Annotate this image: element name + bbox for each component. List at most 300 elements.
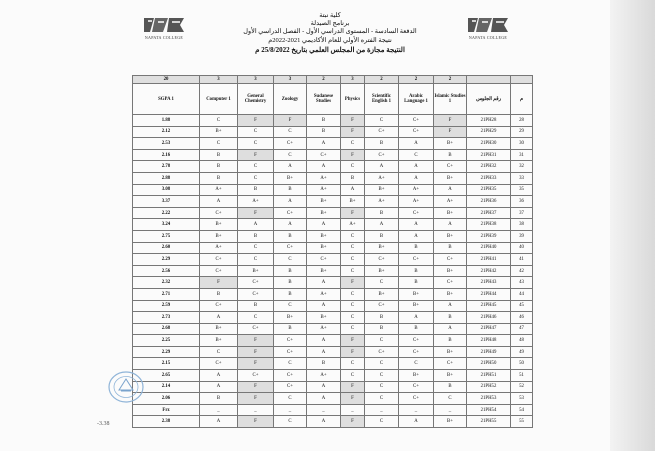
grade-cell: C — [200, 115, 238, 127]
sgpa-cell: 2.78 — [133, 161, 200, 173]
grade-cell: C+ — [399, 254, 434, 266]
grade-cell: _ — [200, 404, 238, 416]
grade-cell: A+ — [399, 196, 434, 208]
grade-cell: B+ — [200, 323, 238, 335]
sgpa-cell: 2.71 — [133, 288, 200, 300]
grade-cell: C — [341, 370, 365, 382]
grade-cell: A — [307, 219, 341, 231]
grade-cell: C — [365, 358, 399, 370]
seat-number-cell: 21PH45 — [467, 300, 511, 312]
credit-hours-cell: 3 — [274, 76, 307, 84]
table-row — [133, 126, 533, 138]
grade-cell: A — [399, 161, 434, 173]
seat-number-cell: 21PH40 — [467, 242, 511, 254]
grade-cell: C+ — [365, 149, 399, 161]
grade-cell: C — [399, 149, 434, 161]
grade-cell: C+ — [399, 335, 434, 347]
grade-cell: B — [399, 277, 434, 289]
table-row — [133, 149, 533, 161]
grade-cell: B+ — [365, 184, 399, 196]
grade-cell: A — [434, 219, 467, 231]
grade-cell: C+ — [238, 370, 274, 382]
serial-cell: 36 — [511, 196, 533, 208]
grade-cell: C — [341, 242, 365, 254]
serial-cell: 52 — [511, 381, 533, 393]
table-row — [133, 196, 533, 208]
table-row — [133, 207, 533, 219]
credit-hours-cell: 3 — [341, 76, 365, 84]
sgpa-cell: 2.59 — [133, 300, 200, 312]
sgpa-cell: 2.25 — [133, 335, 200, 347]
credit-hours-row — [133, 76, 533, 84]
grade-cell: C — [341, 312, 365, 324]
grade-cell: A — [307, 277, 341, 289]
credit-hours-cell: 2 — [365, 76, 399, 84]
grade-cell: A+ — [307, 184, 341, 196]
serial-cell: 31 — [511, 149, 533, 161]
column-header: Scientific English 1 — [365, 84, 399, 115]
napata-logo-icon — [466, 16, 510, 34]
serial-cell: 40 — [511, 242, 533, 254]
column-header: General Chemistry — [238, 84, 274, 115]
sgpa-cell: 2.68 — [133, 323, 200, 335]
grade-cell: A+ — [399, 184, 434, 196]
column-header: Islamic Studies 1 — [434, 84, 467, 115]
grade-cell: B — [274, 323, 307, 335]
grade-cell: C+ — [434, 277, 467, 289]
grade-cell: C — [341, 288, 365, 300]
grade-cell: C — [341, 358, 365, 370]
grade-cell: C+ — [274, 138, 307, 150]
sgpa-cell: 2.53 — [133, 138, 200, 150]
logo-caption: NAPATA COLLEGE — [468, 35, 508, 40]
grade-cell: C — [238, 172, 274, 184]
grade-cell: A+ — [307, 323, 341, 335]
grade-cell: C+ — [274, 381, 307, 393]
document-header — [230, 12, 430, 54]
seat-number-cell: 21PH51 — [467, 370, 511, 382]
table-row — [133, 370, 533, 382]
grade-cell: C — [238, 312, 274, 324]
grade-cell: C+ — [274, 370, 307, 382]
column-header: م — [511, 84, 533, 115]
serial-cell: 32 — [511, 161, 533, 173]
approval-line: النتيجة مجازة من المجلس العلمي بتاريخ 25/8/2022 م — [255, 45, 405, 54]
table-row — [133, 242, 533, 254]
signature-mark: -3.38 — [97, 421, 110, 427]
table-row — [133, 300, 533, 312]
grade-cell: C+ — [238, 288, 274, 300]
serial-cell: 54 — [511, 404, 533, 416]
grade-cell: C — [238, 242, 274, 254]
serial-cell: 43 — [511, 277, 533, 289]
grade-cell: F — [341, 393, 365, 405]
table-row — [133, 265, 533, 277]
grade-cell: B — [399, 265, 434, 277]
seat-number-cell: 21PH35 — [467, 184, 511, 196]
table-row — [133, 172, 533, 184]
grade-cell: B+ — [399, 300, 434, 312]
sgpa-cell: 2.88 — [133, 172, 200, 184]
serial-cell: 39 — [511, 230, 533, 242]
grade-cell: A — [434, 184, 467, 196]
grade-cell: A — [365, 219, 399, 231]
grade-cell: B+ — [200, 126, 238, 138]
column-header: رقم الجلوس — [467, 84, 511, 115]
grade-cell: B — [238, 184, 274, 196]
sgpa-cell: 2.73 — [133, 312, 200, 324]
grade-cell: B+ — [434, 416, 467, 428]
column-header: Computer 1 — [200, 84, 238, 115]
seat-number-cell: 21PH32 — [467, 161, 511, 173]
table-row — [133, 138, 533, 150]
grade-cell: C — [274, 416, 307, 428]
grade-cell: B — [238, 230, 274, 242]
seat-number-cell: 21PH38 — [467, 219, 511, 231]
grade-cell: B — [365, 138, 399, 150]
grade-cell: _ — [365, 404, 399, 416]
table-row — [133, 161, 533, 173]
grade-cell: C+ — [365, 126, 399, 138]
sgpa-cell: 2.12 — [133, 126, 200, 138]
grade-cell: B — [200, 172, 238, 184]
seat-number-cell: 21PH37 — [467, 207, 511, 219]
grade-cell: C+ — [399, 393, 434, 405]
grade-cell: A — [307, 138, 341, 150]
grade-cell: A — [307, 161, 341, 173]
grade-cell: A — [200, 381, 238, 393]
table-row — [133, 346, 533, 358]
grade-cell: A — [200, 370, 238, 382]
grade-cell: C+ — [274, 346, 307, 358]
serial-cell: 35 — [511, 184, 533, 196]
credit-hours-cell — [467, 76, 511, 84]
grade-cell: A — [399, 138, 434, 150]
grade-cell: C+ — [365, 254, 399, 266]
grade-cell: B — [399, 323, 434, 335]
column-header: Arabic Language 1 — [399, 84, 434, 115]
serial-cell: 44 — [511, 288, 533, 300]
grade-cell: A — [365, 161, 399, 173]
grade-cell: _ — [274, 404, 307, 416]
sgpa-cell: 2.75 — [133, 230, 200, 242]
grade-cell: A — [307, 335, 341, 347]
sgpa-cell: 2.32 — [133, 277, 200, 289]
results-table — [132, 75, 533, 428]
grade-cell: A — [399, 312, 434, 324]
grade-cell: B+ — [365, 288, 399, 300]
seat-number-cell: 21PH46 — [467, 312, 511, 324]
grade-cell: B — [434, 381, 467, 393]
grade-cell: B+ — [434, 370, 467, 382]
grade-cell: C — [200, 346, 238, 358]
credit-hours-cell: 20 — [133, 76, 200, 84]
grade-cell: B+ — [307, 265, 341, 277]
grade-cell: B+ — [365, 242, 399, 254]
grade-cell: B — [365, 323, 399, 335]
serial-cell: 45 — [511, 300, 533, 312]
grade-cell: C — [274, 358, 307, 370]
credit-hours-cell: 3 — [238, 76, 274, 84]
grade-cell: C — [365, 115, 399, 127]
grade-cell: C — [274, 393, 307, 405]
grade-cell: A — [434, 300, 467, 312]
grade-cell: B+ — [434, 207, 467, 219]
grade-cell: C+ — [307, 149, 341, 161]
grade-cell: C — [238, 254, 274, 266]
grade-cell: A — [434, 323, 467, 335]
table-row — [133, 254, 533, 266]
grade-cell: B — [365, 312, 399, 324]
table-row — [133, 115, 533, 127]
grade-cell: A+ — [238, 196, 274, 208]
grade-cell: C — [238, 126, 274, 138]
sgpa-cell: 2.29 — [133, 254, 200, 266]
grade-cell: F — [238, 149, 274, 161]
grade-cell: A — [399, 230, 434, 242]
sgpa-cell: 3.08 — [133, 184, 200, 196]
seat-number-cell: 21PH55 — [467, 416, 511, 428]
grade-cell: C+ — [434, 358, 467, 370]
grade-cell: C — [365, 370, 399, 382]
grade-cell: F — [238, 416, 274, 428]
grade-cell: C — [434, 393, 467, 405]
grade-cell: A+ — [200, 184, 238, 196]
serial-cell: 30 — [511, 138, 533, 150]
grade-cell: B — [274, 184, 307, 196]
column-header: SGPA 1 — [133, 84, 200, 115]
grade-cell: B — [200, 149, 238, 161]
grade-cell: _ — [341, 404, 365, 416]
grade-cell: F — [238, 358, 274, 370]
sgpa-cell: 3.24 — [133, 219, 200, 231]
grade-cell: B — [200, 288, 238, 300]
seat-number-cell: 21PH28 — [467, 115, 511, 127]
grade-cell: _ — [434, 404, 467, 416]
grade-cell: B+ — [434, 230, 467, 242]
table-row — [133, 219, 533, 231]
seat-number-cell: 21PH33 — [467, 172, 511, 184]
grade-cell: A — [274, 219, 307, 231]
grade-cell: C+ — [238, 323, 274, 335]
grade-cell: B — [200, 161, 238, 173]
sgpa-cell: 3.37 — [133, 196, 200, 208]
serial-cell: 51 — [511, 370, 533, 382]
grade-cell: C+ — [399, 115, 434, 127]
column-header: Zoology — [274, 84, 307, 115]
grade-cell: B — [434, 312, 467, 324]
seat-number-cell: 21PH47 — [467, 323, 511, 335]
grade-cell: C+ — [307, 254, 341, 266]
grade-cell: F — [341, 277, 365, 289]
seat-number-cell: 21PH43 — [467, 277, 511, 289]
column-header: Sudanese Studies — [307, 84, 341, 115]
grade-cell: A+ — [365, 172, 399, 184]
grade-cell: B — [238, 300, 274, 312]
grade-cell: A — [238, 219, 274, 231]
grade-cell: C — [399, 358, 434, 370]
grade-cell: B — [274, 265, 307, 277]
grade-cell: C — [274, 126, 307, 138]
grade-cell: A — [307, 416, 341, 428]
grade-cell: A+ — [307, 288, 341, 300]
grade-cell: B+ — [307, 230, 341, 242]
grade-cell: F — [434, 115, 467, 127]
page-fold-shadow — [610, 0, 655, 451]
grade-cell: A+ — [434, 196, 467, 208]
grade-cell: B — [341, 172, 365, 184]
credit-hours-cell: 2 — [434, 76, 467, 84]
credit-hours-cell: 2 — [399, 76, 434, 84]
grade-cell: B — [399, 242, 434, 254]
grade-cell: A — [200, 312, 238, 324]
sgpa-cell: 2.22 — [133, 207, 200, 219]
grade-cell: B+ — [274, 312, 307, 324]
grade-cell: F — [238, 207, 274, 219]
grade-cell: F — [341, 346, 365, 358]
grade-cell: A — [341, 184, 365, 196]
college-seal-icon — [107, 370, 145, 404]
grade-cell: C — [238, 161, 274, 173]
grade-cell: B — [200, 393, 238, 405]
grade-cell: C — [274, 149, 307, 161]
grade-cell: C+ — [399, 207, 434, 219]
grade-cell: C+ — [399, 346, 434, 358]
grade-cell: C+ — [200, 300, 238, 312]
serial-cell: 46 — [511, 312, 533, 324]
grade-cell: F — [200, 277, 238, 289]
result-line: نتيجة الفتره الأولي للعام الأكاديمي 2021-2022م — [268, 36, 392, 44]
grade-cell: F — [341, 115, 365, 127]
seat-number-cell: 21PH44 — [467, 288, 511, 300]
grade-cell: F — [341, 335, 365, 347]
grade-cell: B — [274, 277, 307, 289]
grade-cell: B+ — [434, 138, 467, 150]
grade-cell: _ — [399, 404, 434, 416]
serial-cell: 55 — [511, 416, 533, 428]
serial-cell: 29 — [511, 126, 533, 138]
seat-number-cell: 21PH29 — [467, 126, 511, 138]
seat-number-cell: 21PH49 — [467, 346, 511, 358]
grade-cell: B+ — [200, 335, 238, 347]
table-row — [133, 358, 533, 370]
grade-cell: C — [341, 300, 365, 312]
serial-cell: 37 — [511, 207, 533, 219]
seat-number-cell: 21PH52 — [467, 381, 511, 393]
serial-cell: 41 — [511, 254, 533, 266]
grade-cell: A — [274, 196, 307, 208]
college-logo-right — [466, 16, 510, 42]
program-name: برنامج الصيدلة — [310, 20, 350, 28]
grade-cell: B — [307, 126, 341, 138]
grade-cell: A — [200, 416, 238, 428]
grade-cell: C — [341, 254, 365, 266]
grade-cell: B — [307, 115, 341, 127]
table-row — [133, 277, 533, 289]
sgpa-cell: 2.60 — [133, 242, 200, 254]
seat-number-cell: 21PH42 — [467, 265, 511, 277]
grade-cell: A+ — [365, 196, 399, 208]
grade-cell: B — [434, 149, 467, 161]
grade-cell: F — [341, 381, 365, 393]
seat-number-cell: 21PH53 — [467, 393, 511, 405]
grade-cell: C+ — [200, 207, 238, 219]
table-row — [133, 416, 533, 428]
grade-cell: F — [341, 126, 365, 138]
sgpa-cell: 2.38 — [133, 416, 200, 428]
course-header-row — [133, 84, 533, 115]
grade-cell: B+ — [365, 265, 399, 277]
table-row — [133, 335, 533, 347]
serial-cell: 47 — [511, 323, 533, 335]
grade-cell: B — [434, 335, 467, 347]
grade-cell: C+ — [274, 242, 307, 254]
grade-cell: A — [307, 300, 341, 312]
seat-number-cell: 21PH31 — [467, 149, 511, 161]
grade-cell: B+ — [434, 265, 467, 277]
grade-cell: B+ — [274, 172, 307, 184]
grade-cell: F — [274, 115, 307, 127]
serial-cell: 28 — [511, 115, 533, 127]
seat-number-cell: 21PH36 — [467, 196, 511, 208]
grade-cell: C+ — [434, 161, 467, 173]
grade-cell: C — [365, 416, 399, 428]
table-row — [133, 404, 533, 416]
seat-number-cell: 21PH41 — [467, 254, 511, 266]
serial-cell: 38 — [511, 219, 533, 231]
serial-cell: 48 — [511, 335, 533, 347]
serial-cell: 53 — [511, 393, 533, 405]
grade-cell: C — [341, 265, 365, 277]
grade-cell: C — [274, 254, 307, 266]
grade-cell: B — [274, 230, 307, 242]
grade-cell: C — [274, 300, 307, 312]
table-row — [133, 393, 533, 405]
credit-hours-cell: 2 — [307, 76, 341, 84]
sgpa-cell: 2.16 — [133, 149, 200, 161]
grade-cell: A — [399, 172, 434, 184]
table-row — [133, 381, 533, 393]
sgpa-cell: 2.56 — [133, 265, 200, 277]
grade-cell: C+ — [434, 254, 467, 266]
grade-cell: _ — [307, 404, 341, 416]
grade-cell: B+ — [307, 242, 341, 254]
logo-caption: NAPATA COLLEGE — [144, 35, 184, 40]
grade-cell: B — [365, 207, 399, 219]
grade-cell: B+ — [200, 219, 238, 231]
grade-cell: C+ — [200, 358, 238, 370]
grade-cell: B+ — [307, 196, 341, 208]
napata-logo-icon — [142, 16, 186, 34]
grade-cell: B+ — [434, 172, 467, 184]
table-row — [133, 323, 533, 335]
sgpa-cell: 2.14 — [133, 381, 200, 393]
grade-cell: B+ — [200, 230, 238, 242]
grade-cell: C — [238, 138, 274, 150]
seat-number-cell: 21PH54 — [467, 404, 511, 416]
column-header: Physics — [341, 84, 365, 115]
grade-cell: A+ — [200, 242, 238, 254]
table-row — [133, 288, 533, 300]
grade-cell: B+ — [307, 207, 341, 219]
grade-cell: A+ — [307, 370, 341, 382]
grade-cell: B — [307, 358, 341, 370]
grade-cell: C — [365, 335, 399, 347]
grade-cell: C+ — [200, 254, 238, 266]
sgpa-cell: 2.06 — [133, 393, 200, 405]
grade-cell: C — [341, 138, 365, 150]
sgpa-cell: 2.29 — [133, 346, 200, 358]
